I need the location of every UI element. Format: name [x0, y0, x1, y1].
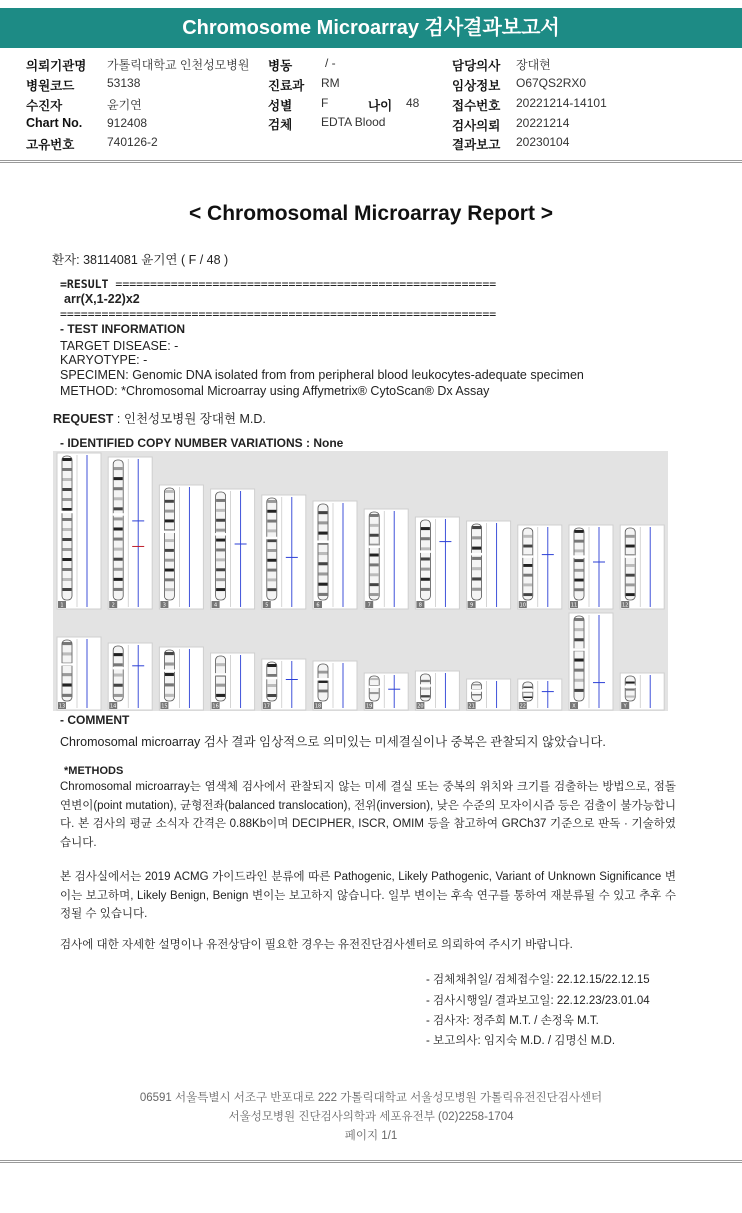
chr-6-band — [319, 583, 328, 586]
chr-2-centromere — [113, 513, 124, 516]
chr-12-band — [626, 593, 635, 596]
chr-2-band — [114, 538, 123, 541]
chr-4-body — [216, 492, 226, 600]
chr-7-band — [370, 593, 379, 596]
chr-8-band — [421, 568, 430, 571]
chr-19-band — [370, 692, 379, 694]
chr-17-label: 17 — [263, 703, 270, 710]
signoff-physicians: - 보고의사: 임지숙 M.D. / 김명신 M.D. — [426, 1035, 616, 1047]
value-physician: 장대현 — [516, 58, 551, 72]
chr-22-band — [523, 697, 532, 699]
chr-17-band — [267, 674, 276, 677]
chr-21-label: 21 — [468, 703, 475, 710]
chr-3-band — [165, 500, 174, 503]
chr-1-band — [63, 558, 72, 561]
chr-10-band — [523, 574, 532, 577]
chr-18-band — [319, 690, 328, 693]
value-department: RM — [321, 76, 340, 90]
value-hospital-code: 53138 — [107, 76, 141, 90]
chr-17-band — [267, 694, 276, 697]
chr-13-body — [62, 640, 72, 701]
label-department: 진료과 — [268, 79, 305, 93]
chr-13-centromere — [62, 663, 73, 666]
methods-paragraph-3: 검사에 대한 자세한 설명이나 유전상담이 필요한 경우는 유전진단검사센터로 의뢰하여 주시기 바랍니다. — [60, 939, 573, 951]
chr-Y-label: Y — [623, 703, 627, 710]
chr-14-band — [114, 674, 123, 677]
chr-11-band — [575, 588, 584, 591]
footer-department: 서울성모병원 진단검사의학과 세포유전부 (02)2258-1704 — [228, 1111, 514, 1123]
chr-13-label: 13 — [58, 703, 66, 710]
chr-11-label: 11 — [570, 602, 578, 609]
chr-12-band — [626, 545, 635, 548]
chr-Y-band — [626, 682, 635, 684]
chr-X-band — [575, 659, 584, 662]
chr-15-centromere — [164, 669, 175, 672]
chr-1-band — [63, 568, 72, 571]
chr-12-band — [626, 535, 635, 538]
chr-4-band — [216, 578, 225, 581]
label-sex: 성별 — [268, 99, 293, 113]
label-report-date: 결과보고 — [452, 138, 501, 152]
chr-6-label: 6 — [316, 602, 320, 609]
chr-12-label: 12 — [622, 602, 629, 609]
chr-1-label: 1 — [60, 602, 64, 609]
chr-2-band — [114, 487, 123, 490]
chr-5-label: 5 — [265, 602, 269, 609]
chr-1-band — [63, 508, 72, 511]
chr-8-band — [421, 527, 430, 530]
chr-3-centromere — [164, 531, 175, 534]
chr-1-band — [63, 578, 72, 581]
chr-1-centromere — [62, 511, 73, 513]
chr-11-band — [575, 569, 584, 572]
chr-15-band — [165, 683, 174, 686]
chr-14-band — [114, 663, 123, 666]
chr-9-label: 9 — [470, 602, 474, 609]
cnv-heading: - IDENTIFIED COPY NUMBER VARIATIONS : None — [60, 436, 344, 450]
value-report-date: 20230104 — [516, 135, 570, 149]
result-footer-rule: =============================================================== — [60, 307, 497, 321]
value-patient: 윤기연 — [107, 98, 142, 112]
chr-X-band — [575, 669, 584, 672]
chr-2-band — [114, 527, 123, 530]
chr-3-label: 3 — [162, 602, 166, 609]
chr-Y-band — [626, 689, 635, 691]
methods-paragraph-1: Chromosomal microarray는 염색체 검사에서 관찰되지 않는 미세 결실 또는 중복의 위치와 크기를 검출하는 방법으로, 점돌연변이(point mutation), 균형전좌(balanced translocation), 전위(inversion), 낮은 수준의 모자이시즘 등은 검출이 불가능합니다. 본 검사의 평균 소식자 간격은 0.88Kb이며 DECIPHER, ISCR, OMIM 등을 참고하여 GRCh37 기준으로 판독 · 기술하였습니다. — [60, 781, 676, 849]
header-divider — [0, 160, 742, 163]
chr-1-band — [63, 518, 72, 521]
request-line — [53, 409, 266, 427]
chr-5-band — [267, 569, 276, 572]
chr-16-centromere — [215, 673, 226, 676]
chr-1-band — [63, 458, 72, 461]
signoff-collection-dates: - 검체채취일/ 검체접수일: 22.12.15/22.12.15 — [426, 974, 650, 986]
chr-3-band — [165, 510, 174, 513]
test-info-heading: - TEST INFORMATION — [60, 322, 186, 336]
chr-2-band — [114, 517, 123, 520]
chr-18-centromere — [318, 678, 329, 681]
chr-5-band — [267, 500, 276, 503]
comment-text: Chromosomal microarray 검사 결과 임상적으로 의미있는 미세결실이나 중복은 관찰되지 않았습니다. — [60, 735, 606, 749]
chr-13-band — [63, 642, 72, 645]
chr-8-band — [421, 578, 430, 581]
chr-16-band — [216, 684, 225, 687]
chr-15-band — [165, 652, 174, 655]
label-ward: 병동 — [268, 59, 293, 73]
patient-line: 환자: 38114081 윤기연 ( F / 48 ) — [52, 253, 229, 267]
chr-5-band — [267, 549, 276, 552]
chr-2-band — [114, 548, 123, 551]
chr-5-band — [267, 539, 276, 542]
chr-9-band — [472, 536, 481, 539]
chr-4-centromere — [215, 533, 226, 536]
chr-14-centromere — [113, 667, 124, 670]
specimen: SPECIMEN: Genomic DNA isolated from from peripheral blood leukocytes-adequate specimen — [60, 368, 584, 382]
chr-18-band — [319, 680, 328, 683]
chr-9-band — [472, 567, 481, 570]
chr-10-band — [523, 535, 532, 538]
label-clinical-info: 임상정보 — [452, 79, 501, 93]
chr-4-band — [216, 509, 225, 512]
chr-5-band — [267, 559, 276, 562]
report-title-bar: Chromosome Microarray 검사결과보고서 — [0, 8, 742, 48]
label-request-date: 검사의뢰 — [452, 119, 501, 133]
chr-8-band — [421, 588, 430, 591]
chr-1-band — [63, 468, 72, 471]
chr-21-centromere — [471, 689, 482, 692]
chr-Y-band — [626, 696, 635, 698]
chr-2-band — [114, 497, 123, 500]
chr-8-label: 8 — [418, 602, 422, 609]
methods-paragraph-2: 본 검사실에서는 2019 ACMG 가이드라인 분류에 따른 Pathogenic, Likely Pathogenic, Variant of Unknown Significance 변이는 보고하며, Likely Benign, Benign 변이는 보고하지 않습니다. 일부 변이는 후속 연구를 통하여 재분류될 수 있고 추후 수정될 수 있습니다. — [60, 871, 676, 920]
chr-5-band — [267, 529, 276, 532]
chr-17-band — [267, 664, 276, 667]
label-unique-no: 고유번호 — [26, 138, 75, 152]
chr-21-band — [472, 694, 481, 696]
value-ward: / - — [325, 56, 336, 70]
chr-1-band — [63, 528, 72, 531]
chr-6-centromere — [318, 540, 329, 543]
chr-2-band — [114, 588, 123, 591]
chr-X-band — [575, 679, 584, 682]
chr-6-band — [319, 593, 328, 596]
chr-18-label: 18 — [314, 703, 322, 710]
footer-page-number: 페이지 1/1 — [344, 1130, 398, 1142]
chr-8-band — [421, 557, 430, 560]
footer-divider — [0, 1160, 742, 1163]
chr-5-band — [267, 588, 276, 591]
chr-3-band — [165, 569, 174, 572]
chr-4-band — [216, 519, 225, 522]
comment-heading: - COMMENT — [60, 713, 130, 727]
chr-7-band — [370, 563, 379, 566]
chr-15-label: 15 — [161, 703, 168, 710]
chr-6-band — [319, 511, 328, 514]
chr-16-label: 16 — [212, 703, 219, 710]
value-clinical-info: O67QS2RX0 — [516, 76, 587, 90]
chr-12-band — [626, 574, 635, 577]
chr-5-band — [267, 510, 276, 513]
label-specimen: 검체 — [268, 118, 293, 132]
chr-1-band — [63, 488, 72, 491]
chr-21-band — [472, 684, 481, 686]
chr-15-band — [165, 662, 174, 665]
label-age: 나이 — [368, 99, 393, 113]
chr-6-band — [319, 532, 328, 535]
chr-4-band — [216, 588, 225, 591]
chr-2-band — [114, 477, 123, 480]
chr-3-band — [165, 559, 174, 562]
chr-9-centromere — [471, 553, 482, 556]
report-heading: < Chromosomal Microarray Report > — [188, 202, 554, 225]
chr-9-band — [472, 577, 481, 580]
chr-2-band — [114, 507, 123, 510]
chr-4-band — [216, 539, 225, 542]
chr-13-band — [63, 683, 72, 686]
signoff-technologists: - 검사자: 정주희 M.T. / 손정욱 M.T. — [426, 1015, 599, 1027]
chr-15-band — [165, 673, 174, 676]
value-unique-no: 740126-2 — [107, 135, 158, 149]
chr-11-band — [575, 540, 584, 543]
chr-17-centromere — [266, 677, 277, 680]
chr-11-band — [575, 559, 584, 562]
signoff-test-dates: - 검사시행일/ 결과보고일: 22.12.23/23.01.04 — [426, 995, 650, 1007]
chr-4-band — [216, 548, 225, 551]
chr-13-band — [63, 694, 72, 697]
chr-2-band — [114, 467, 123, 470]
chr-X-label: X — [572, 703, 576, 710]
chr-12-band — [626, 564, 635, 567]
chr-5-band — [267, 578, 276, 581]
label-requesting-institution: 의뢰기관명 — [26, 59, 87, 73]
chr-7-label: 7 — [367, 602, 371, 609]
chr-20-band — [421, 695, 430, 697]
chromosome-ideogram-panel — [53, 451, 668, 711]
chr-6-band — [319, 572, 328, 575]
methods-heading: *METHODS — [64, 765, 124, 777]
method: METHOD: *Chromosomal Microarray using Affymetrix® CytoScan® Dx Assay — [60, 384, 490, 398]
label-accession-no: 접수번호 — [452, 99, 501, 113]
value-specimen: EDTA Blood — [321, 115, 386, 129]
chr-10-band — [523, 583, 532, 586]
chr-7-band — [370, 583, 379, 586]
chr-10-label: 10 — [519, 602, 526, 609]
chr-4-band — [216, 499, 225, 502]
chr-22-band — [523, 692, 532, 694]
karyotype: KARYOTYPE: - — [60, 353, 148, 367]
chr-12-band — [626, 583, 635, 586]
chr-9-band — [472, 588, 481, 591]
chr-19-band — [370, 678, 379, 680]
chr-10-band — [523, 564, 532, 567]
value-requesting-institution: 가톨릭대학교 인천성모병원 — [107, 58, 250, 72]
chr-22-centromere — [522, 689, 533, 692]
chr-11-centromere — [574, 555, 585, 558]
chr-20-band — [421, 680, 430, 682]
chr-11-band — [575, 530, 584, 533]
chr-4-band — [216, 558, 225, 561]
target-disease: TARGET DISEASE: - — [60, 339, 179, 353]
chr-8-centromere — [420, 550, 431, 553]
chr-9-band — [472, 526, 481, 529]
chr-2-label: 2 — [111, 602, 115, 609]
chr-8-band — [421, 547, 430, 550]
result-label: =RESULT — [60, 277, 109, 291]
chr-1-band — [63, 538, 72, 541]
chr-11-band — [575, 579, 584, 582]
chr-14-band — [114, 694, 123, 697]
chr-7-centromere — [369, 545, 380, 548]
chr-20-label: 20 — [417, 703, 424, 710]
chr-9-band — [472, 547, 481, 550]
chr-10-centromere — [522, 555, 533, 558]
chr-7-band — [370, 554, 379, 557]
chr-3-band — [165, 588, 174, 591]
chr-22-label: 22 — [519, 703, 526, 710]
chr-14-label: 14 — [110, 703, 117, 710]
chr-4-band — [216, 529, 225, 532]
chr-2-band — [114, 568, 123, 571]
chr-3-band — [165, 519, 174, 522]
chr-4-band — [216, 568, 225, 571]
chr-1-band — [63, 588, 72, 591]
result-value: arr(X,1-22)x2 — [64, 292, 140, 306]
chr-X-band — [575, 638, 584, 641]
chr-7-band — [370, 514, 379, 517]
chr-18-band — [319, 671, 328, 674]
chr-10-band — [523, 593, 532, 596]
chr-12-centromere — [625, 555, 636, 558]
value-sex: F — [321, 96, 329, 110]
result-rule: ======================================================= — [115, 277, 497, 291]
chr-13-band — [63, 652, 72, 655]
label-chart-no: Chart No. — [26, 116, 83, 130]
label-physician: 담당의사 — [452, 59, 501, 73]
chr-5-centromere — [266, 537, 277, 540]
chr-3-band — [165, 578, 174, 581]
chr-8-band — [421, 537, 430, 540]
chr-7-band — [370, 524, 379, 527]
value-accession-no: 20221214-14101 — [516, 96, 607, 110]
chr-1-band — [63, 548, 72, 551]
chr-2-band — [114, 558, 123, 561]
chr-20-centromere — [420, 684, 431, 687]
label-patient: 수진자 — [26, 99, 63, 113]
chr-1-band — [63, 478, 72, 481]
chr-7-band — [370, 573, 379, 576]
chr-13-band — [63, 673, 72, 676]
chr-6-band — [319, 562, 328, 565]
request-value: : 인천성모병원 장대현 M.D. — [116, 412, 266, 426]
chr-14-band — [114, 653, 123, 656]
chr-15-band — [165, 694, 174, 697]
chr-3-band — [165, 490, 174, 493]
chr-X-centromere — [574, 648, 585, 651]
chr-6-band — [319, 521, 328, 524]
chr-X-band — [575, 618, 584, 621]
chr-20-band — [421, 688, 430, 690]
value-chart-no: 912408 — [107, 116, 148, 130]
value-age: 48 — [406, 96, 420, 110]
chr-19-label: 19 — [366, 703, 373, 710]
chr-22-band — [523, 687, 532, 689]
header-info — [0, 56, 742, 156]
chr-19-centromere — [369, 686, 380, 689]
chr-6-band — [319, 552, 328, 555]
chr-3-body — [164, 488, 174, 600]
chr-5-band — [267, 520, 276, 523]
result-header — [60, 277, 496, 291]
value-request-date: 20221214 — [516, 116, 570, 130]
request-label: REQUEST — [53, 412, 114, 426]
chr-11-band — [575, 549, 584, 552]
chr-10-band — [523, 545, 532, 548]
footer-address: 06591 서울특별시 서조구 반포대로 222 가톨릭대학교 서울성모병원 가톨릭유전진단검사센터 — [139, 1092, 603, 1104]
chr-7-band — [370, 534, 379, 537]
chr-3-band — [165, 549, 174, 552]
chr-17-band — [267, 684, 276, 687]
chromosome-ideogram — [53, 451, 668, 711]
label-hospital-code: 병원코드 — [26, 79, 75, 93]
chr-1-band — [63, 498, 72, 501]
chr-2-band — [114, 578, 123, 581]
chr-X-band — [575, 628, 584, 631]
chr-9-band — [472, 557, 481, 560]
chr-14-band — [114, 684, 123, 687]
chr-X-band — [575, 689, 584, 692]
chr-16-band — [216, 663, 225, 666]
chr-3-band — [165, 539, 174, 542]
chr-Y-centromere — [625, 686, 636, 689]
chr-4-label: 4 — [214, 602, 218, 609]
chr-16-band — [216, 694, 225, 697]
